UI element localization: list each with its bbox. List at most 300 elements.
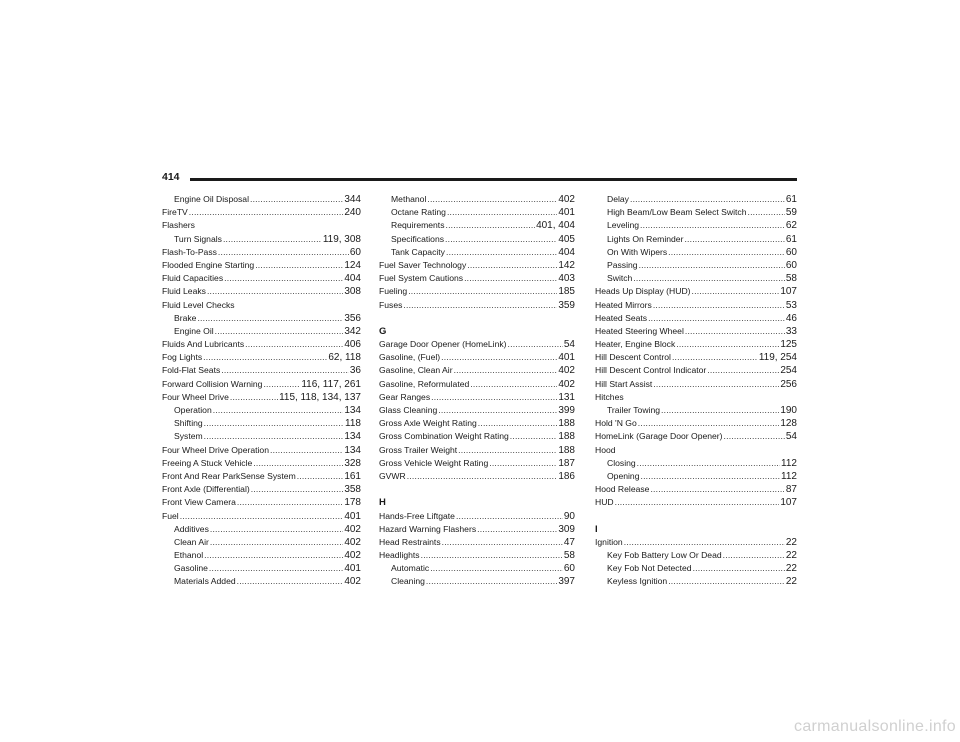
header-rule — [190, 178, 797, 181]
entry-label: Operation — [174, 405, 212, 415]
entry-label: Ignition — [595, 536, 623, 547]
dot-leader — [724, 430, 785, 443]
dot-leader — [255, 259, 343, 272]
index-entry — [162, 299, 361, 312]
entry-label: Hold 'N Go — [595, 418, 637, 429]
index-subentry — [162, 417, 361, 430]
dot-leader — [204, 430, 344, 443]
entry-label: Hill Descent Control Indicator — [595, 365, 707, 376]
dot-leader — [441, 351, 557, 364]
index-entry — [595, 364, 797, 377]
dot-leader — [638, 417, 780, 430]
entry-page-reference: 402 — [558, 365, 575, 377]
index-entry — [595, 378, 797, 391]
dot-leader — [489, 457, 557, 470]
entry-label: Fog Lights — [162, 352, 203, 363]
entry-page-reference: 90 — [563, 510, 575, 522]
dot-leader — [204, 549, 343, 562]
index-entry — [162, 483, 361, 496]
entry-page-reference: 401 — [344, 510, 361, 522]
index-entry — [379, 430, 575, 443]
entry-label: Gross Vehicle Weight Rating — [379, 457, 489, 468]
entry-page-reference: 402 — [344, 523, 361, 535]
entry-page-reference: 134 — [344, 405, 361, 416]
entry-label: Fluid Leaks — [162, 286, 206, 297]
index-subentry — [595, 246, 797, 259]
index-subentry — [162, 233, 361, 246]
entry-page-reference: 62 — [785, 220, 797, 232]
dot-leader — [467, 259, 557, 272]
index-subentry — [595, 575, 797, 588]
entry-page-reference: 46 — [785, 312, 797, 324]
index-entry — [162, 219, 361, 232]
entry-label: HUD — [595, 497, 614, 508]
entry-label: Automatic — [391, 563, 430, 574]
entry-page-reference: 128 — [780, 418, 797, 430]
entry-label: Ethanol — [174, 550, 204, 561]
dot-leader — [245, 338, 343, 351]
dot-leader — [215, 325, 344, 338]
spacer — [595, 510, 797, 523]
entry-label: Octane Rating — [391, 207, 446, 218]
dot-leader — [251, 483, 344, 496]
index-entry — [595, 536, 797, 549]
entry-page-reference: 405 — [558, 233, 575, 245]
entry-page-reference: 187 — [558, 457, 575, 469]
index-entry — [595, 417, 797, 430]
entry-page-reference: 185 — [558, 286, 575, 298]
entry-label: Hill Start Assist — [595, 378, 653, 389]
index-entry — [595, 430, 797, 443]
entry-page-reference: 58 — [563, 550, 575, 562]
index-subentry — [162, 575, 361, 588]
index-subentry — [595, 206, 797, 219]
index-entry — [162, 246, 361, 259]
entry-page-reference: 47 — [563, 536, 575, 548]
entry-label: Shifting — [174, 418, 203, 429]
entry-page-reference: 125 — [780, 339, 797, 351]
entry-label: Turn Signals — [174, 233, 222, 244]
entry-page-reference: 402 — [344, 550, 361, 562]
index-column-3 — [595, 193, 797, 589]
entry-label: Four Wheel Drive — [162, 391, 229, 402]
index-entry — [162, 496, 361, 509]
dot-leader — [692, 285, 780, 298]
entry-page-reference: 397 — [558, 576, 575, 588]
entry-label: Fuses — [379, 299, 403, 310]
dot-leader — [210, 536, 343, 549]
entry-page-reference: 401 — [558, 352, 575, 364]
dot-leader — [458, 444, 557, 457]
dot-leader — [639, 259, 785, 272]
entry-label: Heater, Engine Block — [595, 339, 676, 350]
index-subentry — [162, 549, 361, 562]
entry-label: Gasoline, Reformulated — [379, 378, 470, 389]
dot-leader — [237, 496, 343, 509]
index-entry — [595, 325, 797, 338]
entry-page-reference: 62, 118 — [328, 352, 361, 364]
entry-page-reference: 22 — [785, 536, 797, 548]
index-subentry — [162, 523, 361, 536]
entry-label: GVWR — [379, 470, 406, 481]
entry-label: Freeing A Stuck Vehicle — [162, 457, 253, 468]
index-entry — [379, 351, 575, 364]
index-column-1 — [162, 193, 361, 589]
index-subentry — [379, 206, 575, 219]
dot-leader — [223, 233, 322, 246]
entry-page-reference: 112 — [781, 470, 797, 482]
page-number: 414 — [162, 171, 180, 183]
dot-leader — [464, 272, 557, 285]
index-entry — [595, 285, 797, 298]
entry-page-reference: 22 — [785, 563, 797, 575]
entry-page-reference: 118 — [345, 418, 361, 430]
entry-page-reference: 134 — [344, 431, 361, 443]
entry-page-reference: 107 — [780, 286, 797, 298]
dot-leader — [263, 378, 300, 391]
dot-leader — [672, 351, 758, 364]
spacer — [379, 483, 575, 496]
entry-label: Hazard Warning Flashers — [379, 523, 477, 534]
entry-label: Gross Trailer Weight — [379, 444, 458, 455]
index-entry — [162, 510, 361, 523]
index-subentry — [595, 404, 797, 417]
entry-page-reference: 344 — [344, 194, 361, 205]
index-entry — [162, 259, 361, 272]
index-entry — [379, 378, 575, 391]
entry-page-reference: 403 — [558, 273, 575, 285]
section-letter-heading: I — [595, 523, 598, 535]
entry-label: Garage Door Opener (HomeLink) — [379, 339, 507, 350]
entry-page-reference: 188 — [558, 444, 575, 456]
entry-label: Front And Rear ParkSense System — [162, 470, 296, 481]
entry-page-reference: 22 — [785, 576, 797, 588]
dot-leader — [430, 562, 563, 575]
entry-page-reference: 402 — [344, 536, 361, 548]
entry-page-reference: 60 — [563, 563, 575, 575]
dot-leader — [446, 219, 536, 232]
index-subentry — [595, 272, 797, 285]
index-entry — [379, 285, 575, 298]
entry-page-reference: 404 — [558, 246, 575, 258]
entry-label: Hood Release — [595, 484, 650, 495]
entry-label: Gear Ranges — [379, 391, 431, 402]
dot-leader — [624, 536, 785, 549]
dot-leader — [653, 299, 785, 312]
entry-label: Passing — [607, 259, 638, 270]
index-entry — [162, 272, 361, 285]
dot-leader — [648, 312, 785, 325]
index-subentry — [595, 549, 797, 562]
index-entry — [595, 351, 797, 364]
index-entry — [379, 523, 575, 536]
entry-label: Fold-Flat Seats — [162, 365, 221, 376]
index-entry — [379, 444, 575, 457]
dot-leader — [403, 299, 557, 312]
entry-page-reference: 124 — [344, 259, 361, 271]
entry-label: Gross Combination Weight Rating — [379, 431, 509, 442]
entry-label: Heated Steering Wheel — [595, 325, 684, 336]
entry-page-reference: 54 — [785, 431, 797, 443]
entry-label: Lights On Reminder — [607, 233, 684, 244]
entry-page-reference: 33 — [785, 325, 797, 337]
dot-leader — [456, 510, 563, 523]
entry-page-reference: 404 — [344, 273, 361, 285]
entry-label: High Beam/Low Beam Select Switch — [607, 207, 747, 218]
entry-page-reference: 142 — [558, 259, 575, 271]
entry-page-reference: 107 — [780, 497, 797, 509]
dot-leader — [421, 549, 563, 562]
index-subentry — [595, 457, 797, 470]
dot-leader — [747, 206, 784, 219]
dot-leader — [633, 272, 785, 285]
index-entry — [162, 378, 361, 391]
index-entry — [162, 285, 361, 298]
dot-leader — [426, 575, 557, 588]
index-subentry — [379, 193, 575, 206]
dot-leader — [207, 285, 343, 298]
dot-leader — [209, 562, 343, 575]
index-subentry — [595, 470, 797, 483]
entry-page-reference: 401 — [558, 207, 575, 219]
entry-label: Additives — [174, 523, 209, 534]
dot-leader — [668, 246, 785, 259]
dot-leader — [685, 325, 785, 338]
index-subentry — [162, 312, 361, 325]
dot-leader — [676, 338, 779, 351]
entry-label: FireTV — [162, 207, 188, 218]
dot-leader — [197, 312, 343, 325]
entry-label: Hood — [595, 444, 616, 455]
index-entry — [379, 391, 575, 404]
entry-page-reference: 53 — [785, 299, 797, 311]
dot-leader — [297, 470, 344, 483]
index-entry — [162, 470, 361, 483]
index-entry — [379, 338, 575, 351]
entry-label: Gasoline — [174, 563, 208, 574]
entry-label: Front Axle (Differential) — [162, 484, 250, 495]
entry-label: System — [174, 431, 203, 442]
entry-page-reference: 60 — [785, 246, 797, 258]
entry-page-reference: 358 — [344, 484, 361, 496]
dot-leader — [189, 206, 344, 219]
entry-label: Hands-Free Liftgate — [379, 510, 455, 521]
entry-page-reference: 309 — [558, 523, 575, 535]
entry-page-reference: 402 — [344, 576, 361, 588]
index-subentry — [379, 575, 575, 588]
entry-label: Leveling — [607, 220, 640, 231]
index-subentry — [162, 325, 361, 338]
index-subentry — [595, 259, 797, 272]
index-subentry — [379, 233, 575, 246]
index-subentry — [595, 193, 797, 206]
index-entry — [379, 536, 575, 549]
dot-leader — [477, 523, 557, 536]
entry-label: Engine Oil — [174, 325, 214, 336]
dot-leader — [445, 233, 557, 246]
dot-leader — [661, 404, 779, 417]
entry-page-reference: 190 — [780, 405, 797, 416]
entry-label: Fueling — [379, 286, 408, 297]
dot-leader — [224, 272, 343, 285]
entry-label: Forward Collision Warning — [162, 378, 263, 389]
dot-leader — [221, 364, 349, 377]
dot-leader — [641, 470, 781, 483]
entry-label: Switch — [607, 273, 633, 284]
entry-page-reference: 178 — [344, 497, 361, 509]
entry-label: Engine Oil Disposal — [174, 194, 249, 204]
index-entry — [379, 299, 575, 312]
index-entry — [162, 206, 361, 219]
dot-leader — [210, 523, 343, 536]
entry-label: Fuel System Cautions — [379, 273, 464, 284]
dot-leader — [250, 193, 343, 206]
entry-page-reference: 402 — [558, 194, 575, 205]
dot-leader — [218, 246, 349, 259]
index-entry — [162, 364, 361, 377]
entry-label: Materials Added — [174, 576, 236, 587]
entry-label: Gross Axle Weight Rating — [379, 418, 477, 429]
entry-label: Flashers — [162, 220, 195, 231]
dot-leader — [478, 417, 558, 430]
entry-label: Opening — [607, 470, 640, 481]
index-entry — [595, 312, 797, 325]
entry-label: Fluids And Lubricants — [162, 339, 245, 350]
entry-label: Flash-To-Pass — [162, 246, 217, 257]
entry-page-reference: 60 — [785, 259, 797, 271]
entry-page-reference: 399 — [558, 405, 575, 416]
dot-leader — [510, 430, 558, 443]
index-subentry — [379, 246, 575, 259]
dot-leader — [447, 206, 557, 219]
index-entry — [379, 549, 575, 562]
entry-label: Closing — [607, 457, 636, 468]
dot-leader — [408, 285, 557, 298]
entry-page-reference: 131 — [558, 391, 575, 403]
index-entry — [379, 470, 575, 483]
entry-page-reference: 61 — [785, 233, 797, 245]
entry-label: Requirements — [391, 220, 445, 231]
entry-page-reference: 406 — [344, 339, 361, 351]
entry-label: Tank Capacity — [391, 246, 445, 257]
dot-leader — [668, 575, 785, 588]
entry-page-reference: 308 — [344, 286, 361, 298]
index-subentry — [379, 562, 575, 575]
entry-page-reference: 402 — [558, 378, 575, 390]
entry-label: Glass Cleaning — [379, 405, 438, 415]
index-subentry — [379, 219, 575, 232]
index-entry — [379, 364, 575, 377]
entry-page-reference: 188 — [558, 418, 575, 430]
entry-page-reference: 359 — [558, 299, 575, 311]
index-entry — [162, 457, 361, 470]
index-column-2 — [379, 193, 575, 589]
dot-leader — [180, 510, 344, 523]
entry-label: Headlights — [379, 550, 420, 561]
dot-leader — [650, 483, 784, 496]
section-letter-heading: G — [379, 325, 387, 337]
dot-leader — [653, 378, 779, 391]
entry-page-reference: 58 — [785, 273, 797, 285]
index-entry — [595, 496, 797, 509]
entry-page-reference: 60 — [349, 246, 361, 258]
index-entry — [162, 391, 361, 404]
entry-label: HomeLink (Garage Door Opener) — [595, 431, 723, 442]
index-entry — [595, 299, 797, 312]
entry-label: Gasoline, (Fuel) — [379, 352, 441, 363]
entry-page-reference: 161 — [344, 470, 361, 482]
watermark: carmanualsonline.info — [794, 718, 956, 735]
dot-leader — [270, 444, 343, 457]
index-entry — [379, 259, 575, 272]
entry-page-reference: 115, 118, 134, 137 — [279, 391, 361, 403]
dot-leader — [470, 378, 557, 391]
entry-page-reference: 112 — [781, 457, 797, 469]
entry-page-reference: 119, 308 — [322, 233, 361, 245]
entry-page-reference: 134 — [344, 444, 361, 456]
index-subentry — [162, 404, 361, 417]
index-subentry — [595, 219, 797, 232]
index-entry — [595, 338, 797, 351]
entry-label: Specifications — [391, 233, 445, 244]
entry-label: Four Wheel Drive Operation — [162, 444, 269, 455]
index-subentry — [162, 562, 361, 575]
dot-leader — [723, 549, 785, 562]
entry-label: Gasoline, Clean Air — [379, 365, 453, 376]
index-entry — [379, 404, 575, 417]
entry-page-reference: 401, 404 — [536, 220, 575, 232]
entry-page-reference: 61 — [785, 194, 797, 205]
dot-leader — [253, 457, 343, 470]
dot-leader — [204, 417, 344, 430]
dot-leader — [442, 536, 563, 549]
entry-label: Cleaning — [391, 576, 425, 587]
dot-leader — [640, 219, 785, 232]
dot-leader — [454, 364, 558, 377]
entry-page-reference: 256 — [780, 378, 797, 390]
entry-page-reference: 240 — [344, 207, 361, 219]
index-entry — [595, 391, 797, 404]
entry-label: Trailer Towing — [607, 405, 661, 415]
entry-label: Key Fob Not Detected — [607, 563, 692, 574]
dot-leader — [407, 470, 558, 483]
index-entry — [595, 444, 797, 457]
entry-page-reference: 36 — [349, 365, 361, 377]
entry-label: Hill Descent Control — [595, 352, 671, 363]
index-subentry — [162, 536, 361, 549]
entry-label: Fuel — [162, 510, 179, 521]
entry-label: Flooded Engine Starting — [162, 259, 255, 270]
index-subentry — [595, 562, 797, 575]
dot-leader — [213, 404, 344, 417]
entry-page-reference: 328 — [344, 457, 361, 469]
index-entry — [379, 272, 575, 285]
entry-page-reference: 356 — [344, 312, 361, 324]
index-entry — [162, 444, 361, 457]
entry-page-reference: 188 — [558, 431, 575, 443]
dot-leader — [637, 457, 780, 470]
entry-page-reference: 22 — [785, 550, 797, 562]
dot-leader — [446, 246, 557, 259]
index-entry — [162, 351, 361, 364]
entry-label: Fluid Level Checks — [162, 299, 235, 310]
section-letter-heading: H — [379, 497, 386, 509]
dot-leader — [707, 364, 779, 377]
entry-page-reference: 87 — [785, 484, 797, 496]
dot-leader — [615, 496, 780, 509]
entry-label: Brake — [174, 312, 197, 323]
entry-label: Keyless Ignition — [607, 576, 668, 587]
